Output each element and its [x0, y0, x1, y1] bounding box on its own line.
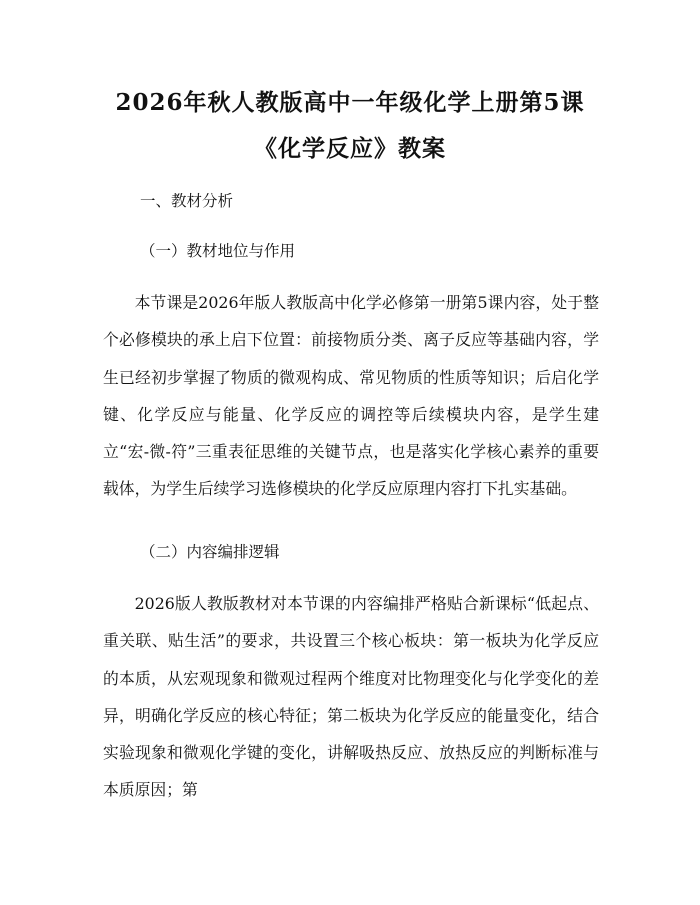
subsection-heading-arrangement: （二）内容编排逻辑	[140, 543, 280, 561]
paragraph-position-role: 本节课是2026年版人教版高中化学必修第一册第5课内容，处于整个必修模块的承上启下位置：前接物质分类、离子反应等基础内容，学生已经初步掌握了物质的微观构成、常见物质的性质等知识；后启化学键、化学反应与能量、化学反应的调控等后续模块内容，是学生建立“宏-微-符”三重表征思维的关键节点，也是落实化学核心素养的重要载体，为学生后续学习选修模块的化学反应原理内容打下扎实基础。	[103, 293, 599, 499]
subsection-heading-position: （一）教材地位与作用	[140, 242, 296, 260]
section-heading-analysis: 一、教材分析	[140, 192, 234, 210]
document-title-line-1: 2026年秋人教版高中一年级化学上册第5课	[115, 89, 585, 116]
paragraph-arrangement-logic: 2026版人教版教材对本节课的内容编排严格贴合新课标“低起点、重关联、贴生活”的要求，共设置三个核心板块：第一板块为化学反应的本质，从宏观现象和微观过程两个维度对比物理变化与化学变化的差异，明确化学反应的核心特征；第二板块为化学反应的能量变化，结合实验现象和微观化学键的变化，讲解吸热反应、放热反应的判断标准与本质原因；第	[103, 594, 599, 800]
document-title-line-2: 《化学反应》教案	[254, 135, 446, 162]
